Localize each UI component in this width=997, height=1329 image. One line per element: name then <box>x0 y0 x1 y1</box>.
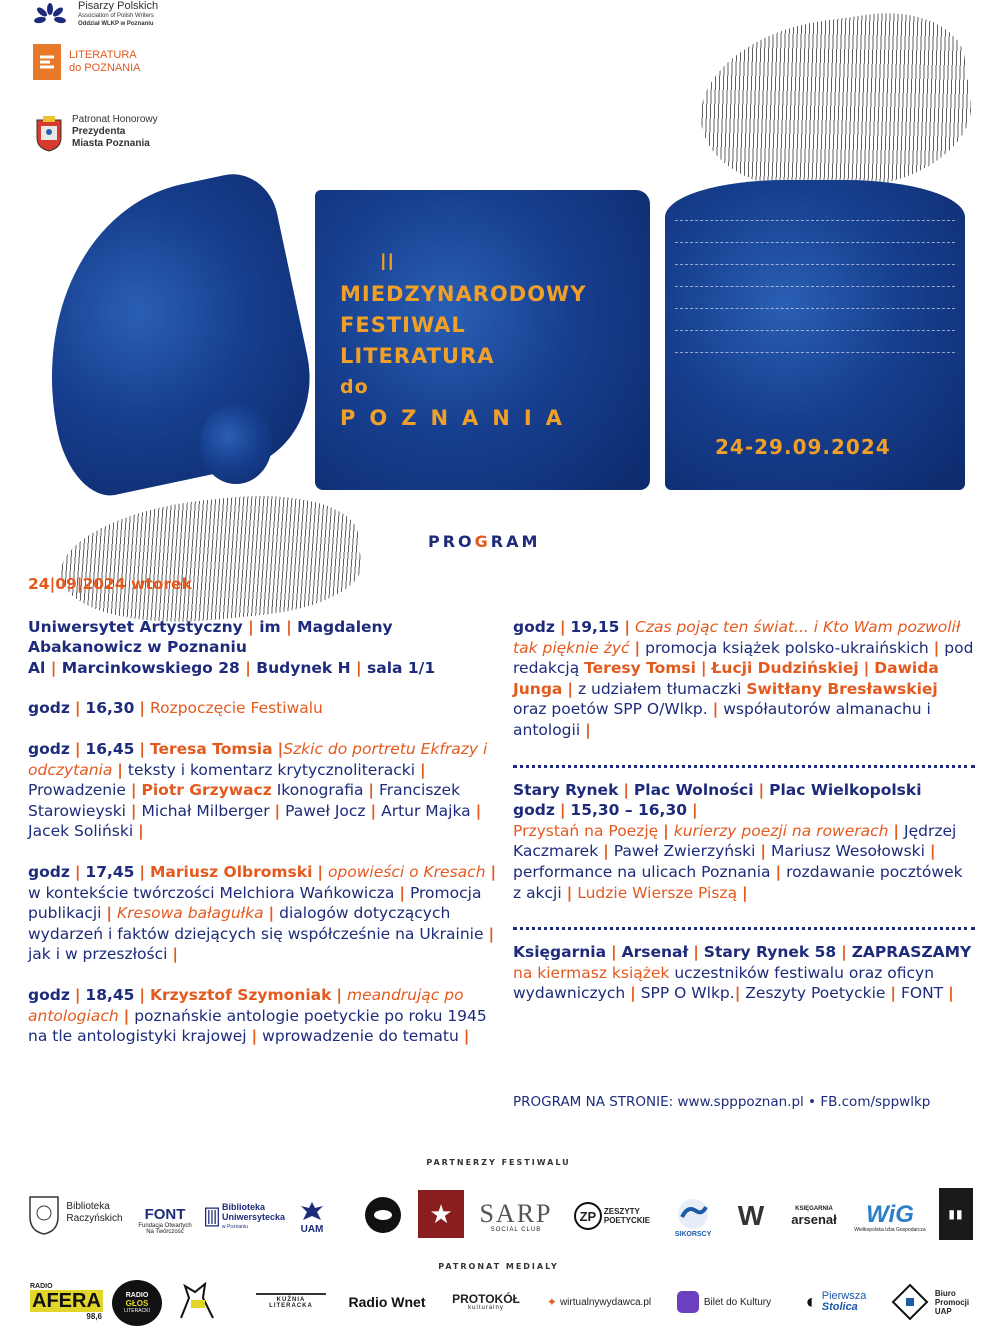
festival-line2: FESTIWAL <box>340 313 466 337</box>
horse-sketch-icon <box>177 1278 217 1324</box>
event-work: opowieści o Kresach <box>327 862 486 881</box>
event-work: Szkic do portretu Ekfrazy i odczytania <box>28 739 488 779</box>
partner-text: Biblioteka <box>66 1201 110 1212</box>
program-right-column <box>513 617 975 1004</box>
event-kiermasz: Księgarnia | Arsenał | Stary Rynek 58 | ZAPRASZAMY na kiermasz książek uczestników festiwalu oraz oficyn wydawniczych | SPP O Wlkp.| Zeszyty Poetyckie | FONT | <box>513 943 972 1003</box>
partner-text: SOCIAL CLUB <box>490 1227 542 1233</box>
wave-icon <box>676 1197 710 1231</box>
event-name: Jacek Soliński <box>28 822 134 841</box>
festival-line4: do <box>340 376 369 398</box>
event-translator: Switłany Bresławskiej <box>746 679 938 698</box>
partner-star-logo[interactable] <box>418 1190 464 1238</box>
invite-label: ZAPRASZAMY <box>851 943 972 962</box>
partner-wr-logo[interactable] <box>728 1198 774 1234</box>
partner-biblioteka-raczynskich[interactable] <box>25 1188 125 1238</box>
partner-black-logo[interactable] <box>939 1188 973 1240</box>
partner-text: w Poznaniu <box>221 1224 248 1230</box>
event-editor: Dawida Junga <box>513 659 939 698</box>
event-opening: godz | 16,30 | Rozpoczęcie Festiwalu <box>28 699 323 718</box>
partner-text: RADIO <box>125 1292 149 1299</box>
partner-text: kulturalny <box>468 1305 504 1311</box>
event-desc: współautorów almanachu i antologii <box>513 700 931 739</box>
venue-block: Uniwersytet Artystyczny | im | Magdaleny Abakanowicz w Poznaniu Al | Marcinkowskiego 28 | Budynek H | sala 1/1 <box>28 617 436 677</box>
patronat-line2: Prezydenta <box>72 126 126 137</box>
hatch-stroke-top-right <box>689 2 980 208</box>
patronat-line3: Miasta Poznania <box>72 138 150 149</box>
godz-label: godz <box>513 618 555 636</box>
partner-sikorscy[interactable] <box>668 1190 718 1244</box>
event-person: Teresa Tomsia <box>150 739 273 758</box>
wr-icon: W <box>737 1200 765 1231</box>
venue-part: Abakanowicz w Poznaniu <box>28 638 247 657</box>
venue-part: Al <box>28 658 46 677</box>
event-time: 18,45 <box>85 985 135 1004</box>
partner-text: SARP <box>479 1199 553 1228</box>
venue-part: Uniwersytet Artystyczny <box>28 617 243 636</box>
event-name: Franciszek Starowieyski <box>28 781 461 820</box>
event-time: 15,30 – 16,30 <box>570 801 688 820</box>
event-czas-pojac: godz | 19,15 | Czas pojąc ten świat... i Kto Wam pozwolił tak pięknie żyć | promocja książek polsko-ukraińskich | pod redakcją Teresy Tomsi | Łucji Dudzińskiej | Dawida Junga | z udziałem tłumaczki Switłany Bresławskiej oraz poetów SPP O/Wlkp. | współautorów almanachu i antologii | <box>513 618 974 739</box>
venue-part: Plac Wielkopolski <box>769 780 922 799</box>
partner-text: WiG <box>866 1201 914 1228</box>
partner-text: KSIĘGARNIA <box>795 1205 833 1212</box>
partner-text: FONT <box>144 1205 186 1223</box>
partner-text: Bilet do Kultury <box>703 1296 772 1308</box>
hero-artwork <box>0 0 997 530</box>
partner-text: arsenał <box>791 1211 837 1227</box>
partner-text: GŁOS <box>125 1299 149 1308</box>
godz-label: godz <box>28 862 70 881</box>
partner-text: Pierwsza <box>821 1290 867 1302</box>
festival-line3: LITERATURA <box>340 344 495 368</box>
dotted-divider <box>513 765 975 768</box>
event-desc: oraz poetów SPP O/Wlkp. <box>513 700 708 719</box>
program-left-column <box>28 574 498 1047</box>
organizer: FONT <box>900 984 944 1003</box>
godz-label: godz <box>28 699 70 718</box>
partner-text: Raczyńskich <box>66 1213 123 1224</box>
venue-part: Księgarnia <box>513 943 607 962</box>
festival-line1: MIEDZYNARODOWY <box>340 282 587 306</box>
ldp-line2: do POZNANIA <box>69 62 141 74</box>
media-sketch-logo[interactable] <box>176 1276 218 1326</box>
organizer: SPP O Wlkp. <box>640 984 735 1003</box>
partner-text: 98,6 <box>86 1312 102 1321</box>
event-time: 16,30 <box>85 699 135 718</box>
event-desc: pod redakcją <box>513 638 974 678</box>
partner-text: Radio Wnet <box>348 1294 426 1310</box>
event-desc: wprowadzenie do tematu <box>262 1027 459 1046</box>
partner-zeszyty-poetyckie[interactable] <box>566 1198 658 1234</box>
partner-text: LITERACKI <box>124 1308 150 1314</box>
godz-label: godz <box>28 739 70 758</box>
partner-font[interactable] <box>132 1198 198 1242</box>
venue-part: Stary Rynek <box>513 780 619 799</box>
festival-dates: 24-29.09.2024 <box>715 435 891 459</box>
event-name: Michał Milberger <box>141 801 270 820</box>
partner-text: AFERA <box>32 1290 101 1312</box>
media-kuznia-literacka[interactable] <box>256 1288 326 1314</box>
venue-part: sala 1/1 <box>367 658 436 677</box>
partner-text: UAP <box>934 1306 952 1316</box>
spp-line3: Oddział WLKP w Poznaniu <box>78 21 154 27</box>
media-biuro-promocji-uap[interactable] <box>884 1280 976 1324</box>
venue-part: Arsenał <box>621 943 689 962</box>
partner-wig[interactable] <box>850 1198 930 1238</box>
venue-part: Marcinkowskiego 28 <box>61 658 240 677</box>
festival-line5: POZNANIA <box>340 406 576 430</box>
media-wirtualny-wydawca[interactable] <box>538 1290 660 1314</box>
event-time: 17,45 <box>85 862 135 881</box>
eagle-icon <box>299 1200 325 1224</box>
event-desc: Promocja publikacji <box>28 883 482 923</box>
program-heading-part2: G <box>474 532 491 551</box>
partner-text: Biblioteka <box>221 1202 265 1212</box>
spp-line1: Pisarzy Polskich <box>78 0 159 12</box>
partner-text: POETYCKIE <box>603 1216 651 1225</box>
venue-part: im <box>259 617 281 636</box>
event-olbromski: godz | 17,45 | Mariusz Olbromski | opowieści o Kresach | w kontekście twórczości Melchiora Wańkowicza | Promocja publikacji | Kresowa bałagułka | dialogów dotyczących wydarzeń i faktów dziejących się współcześnie na Ukrainie | jak i w przeszłości | <box>28 862 497 964</box>
partner-sarp[interactable] <box>476 1195 556 1239</box>
wydawca-icon: ✦ <box>546 1295 557 1309</box>
festival-number: II <box>380 251 395 276</box>
venue-part: Budynek H <box>256 658 351 677</box>
zp-icon: ZP <box>574 1202 602 1230</box>
media-bilet-do-kultury[interactable] <box>672 1288 776 1316</box>
event-editor: Teresy Tomsi <box>584 659 696 678</box>
partners-heading: PARTNERZY FESTIWALU <box>426 1158 571 1167</box>
partner-text: Wielkopolska Izba Gospodarcza <box>854 1227 926 1233</box>
partner-text: KUŹNIA LITERACKA <box>256 1293 326 1309</box>
venue-part: Stary Rynek 58 <box>703 943 837 962</box>
event-editor: Łucji Dudzińskiej <box>711 659 859 678</box>
event-work: kurierzy poezji na rowerach <box>673 821 889 840</box>
event-desc: w kontekście twórczości Melchiora Wańkowicza <box>28 883 395 902</box>
event-desc: na kiermasz książek <box>513 963 670 982</box>
date-header <box>28 574 498 595</box>
godz-label: godz <box>28 985 70 1004</box>
media-pierwsza-stolica[interactable] <box>788 1286 884 1318</box>
event-desc: teksty i komentarz krytycznoliteracki <box>127 760 415 779</box>
partner-text: wirtualnywydawca.pl <box>559 1296 652 1308</box>
dotted-divider <box>513 927 975 930</box>
media-radio-afera[interactable] <box>30 1278 102 1326</box>
website-line[interactable]: PROGRAM NA STRONIE: www.spppoznan.pl • FB.com/sppwlkp <box>513 1094 931 1110</box>
crest-icon <box>27 1191 61 1235</box>
event-work: Czas pojąc ten świat... i Kto Wam pozwolił tak pięknie żyć <box>513 618 961 657</box>
event-name: Artur Majka <box>381 801 471 820</box>
event-name: Ikonografia <box>276 781 364 800</box>
partner-text: ZESZYTY <box>603 1207 640 1216</box>
partner-text: Fundacja Otwartych <box>138 1222 192 1229</box>
event-tomsia: godz | 16,45 | Teresa Tomsia |Szkic do portretu Ekfrazy i odczytania | teksty i komentarz krytycznoliteracki | Prowadzenie | Piotr Grzywacz Ikonografia | Franciszek Starowieyski | Michał Milberger | Paweł Jocz | Artur Majka | Jacek Soliński | <box>28 739 488 841</box>
event-desc: performance na ulicach Poznania <box>513 862 771 881</box>
event-desc: poznańskie antologie poetyckie po roku 1945 na tle antologistyki krajowej <box>28 1006 487 1046</box>
festival-title <box>340 248 586 434</box>
partner-text: RADIO <box>30 1283 53 1290</box>
stolica-icon: ◐ <box>805 1290 818 1313</box>
partner-text: UAM <box>300 1223 324 1235</box>
media-radio-glos-literacki[interactable] <box>112 1280 162 1326</box>
partner-arsenal[interactable] <box>786 1192 842 1240</box>
organizer: Zeszyty Poetyckie <box>745 984 886 1003</box>
venue-part: Magdaleny <box>297 617 393 636</box>
partner-uam[interactable] <box>295 1195 329 1239</box>
star-icon: ★ <box>429 1198 453 1229</box>
partner-text: SIKORSCY <box>674 1230 712 1238</box>
event-work: Kresowa bałagułka <box>117 904 264 923</box>
partner-text: Na Twórczość <box>146 1228 184 1235</box>
event-person: Mariusz Olbromski <box>150 862 313 881</box>
brush-dot <box>200 404 272 484</box>
bars-icon: ▮▮ <box>948 1207 964 1221</box>
event-time: 19,15 <box>570 618 620 636</box>
event-desc: rozdawanie pocztówek z akcji <box>513 862 963 902</box>
event-desc: uczestników festiwalu oraz oficyn wydawniczych <box>513 963 935 1003</box>
event-desc: dialogów dotyczących wydarzeń i faktów dziejących się współcześnie na Ukrainie <box>28 904 484 943</box>
event-przystan: Stary Rynek | Plac Wolności | Plac Wielkopolski godz | 15,30 – 16,30 | Przystań na Poezję | kurierzy poezji na rowerach | Jędrzej Kaczmarek | Paweł Zwierzyński | Mariusz Wesołowski | performance na ulicach Poznania | rozdawanie pocztówek z akcji | Ludzie Wiersze Piszą | <box>513 780 963 902</box>
event-title: Rozpoczęcie Festiwalu <box>150 699 323 718</box>
partner-text: Stolica <box>821 1301 858 1313</box>
event-person: Krzysztof Szymoniak <box>150 985 332 1004</box>
partner-text: Uniwersytecka <box>221 1212 285 1222</box>
media-protokol[interactable] <box>448 1288 524 1316</box>
partner-text: PROTOKÓŁ <box>452 1292 520 1306</box>
event-host: Piotr Grzywacz <box>141 781 272 800</box>
ldp-line1: LITERATURA <box>69 49 137 61</box>
event-desc: Prowadzenie <box>28 781 126 800</box>
program-heading <box>428 532 540 551</box>
media-radio-wnet[interactable] <box>338 1288 436 1316</box>
event-name: Paweł Zwierzyński <box>613 842 756 861</box>
program-heading-part1: PRO <box>428 532 475 551</box>
event-title: Przystań na Poezję <box>513 821 659 840</box>
godz-label: godz <box>513 801 555 820</box>
event-name: Paweł Jocz <box>285 801 366 820</box>
event-desc: z udziałem tłumaczki <box>577 679 742 698</box>
event-time: 16,45 <box>85 739 135 758</box>
event-work: meandrując po antologiach <box>28 985 464 1025</box>
partner-uap-eye[interactable] <box>362 1194 404 1236</box>
date-header-text: 24|09|2024 wtorek <box>28 575 192 593</box>
brush-comma <box>13 166 328 504</box>
event-name: Mariusz Wesołowski <box>771 842 925 861</box>
event-szymoniak: godz | 18,45 | Krzysztof Szymoniak | meandrując po antologiach | poznańskie antologie poetyckie po roku 1945 na tle antologistyki krajowej | wprowadzenie do tematu | <box>28 985 487 1046</box>
library-icon <box>205 1202 219 1232</box>
diamond-icon <box>891 1283 929 1321</box>
media-heading: PATRONAT MEDIALY <box>438 1262 559 1271</box>
partner-text: Promocji <box>934 1297 970 1307</box>
patronat-line1: Patronat Honorowy <box>72 114 158 125</box>
event-desc: jak i w przeszłości <box>28 945 168 964</box>
event-desc: promocja książek polsko-ukraińskich <box>645 638 929 657</box>
partner-text: Biuro <box>934 1288 956 1298</box>
partner-biblioteka-uniwersytecka[interactable] <box>205 1196 285 1238</box>
venue-part: Plac Wolności <box>633 780 754 799</box>
event-action: Ludzie Wiersze Piszą <box>577 883 738 902</box>
bilet-icon <box>677 1291 699 1313</box>
program-heading-part3: RAM <box>490 532 541 551</box>
spp-line2: Association of Polish Writers <box>78 13 154 19</box>
event-name: Jędrzej Kaczmarek <box>513 821 957 861</box>
